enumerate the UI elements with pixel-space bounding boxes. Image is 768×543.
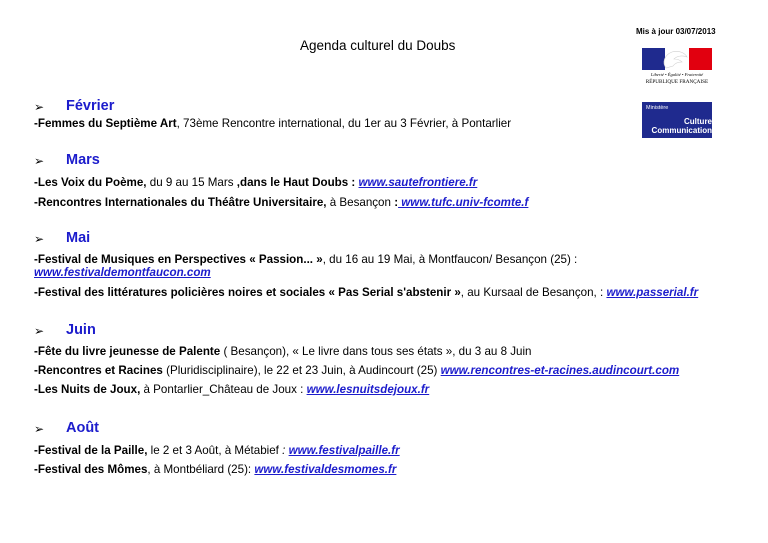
page-title: Agenda culturel du Doubs: [300, 38, 456, 53]
event-line: [34, 345, 532, 358]
event-details: (Pluridisciplinaire), le 22 et 23 Juin, à Audincourt (25): [162, 364, 441, 377]
rf-motto: Liberté • Égalité • Fraternité: [650, 72, 704, 77]
event-name: -Festival de Musiques en Perspectives « Passion... »: [34, 253, 323, 266]
event-name: -Festival des Mômes: [34, 463, 148, 476]
arrowhead-bullet-icon: ➢: [34, 324, 45, 338]
month-heading-aout: Août: [66, 420, 100, 436]
event-separator: :: [282, 444, 289, 457]
event-details: , du 16 au 19 Mai, à Montfaucon/ Besançon (25) :: [322, 253, 578, 266]
event-line: [34, 176, 477, 189]
month-heading-juin: Juin: [66, 322, 96, 338]
event-link[interactable]: www.rencontres-et-racines.audincourt.com: [440, 364, 680, 377]
event-details: , à Montbéliard (25):: [147, 463, 255, 476]
republique-francaise-logo: [642, 48, 712, 92]
event-line: [34, 444, 400, 457]
event-name: -Rencontres et Racines: [34, 364, 163, 377]
rf-name: RÉPUBLIQUE FRANÇAISE: [645, 79, 709, 85]
marianne-flag-icon: [642, 48, 712, 70]
event-line: [34, 364, 679, 377]
ministry-line1: Culture: [684, 117, 712, 126]
event-link[interactable]: www.festivalpaille.fr: [288, 444, 400, 457]
event-details: du 9 au 15 Mars: [146, 176, 237, 189]
event-name: -Rencontres Internationales du Théâtre Universitaire,: [34, 196, 327, 209]
event-details: , 73ème Rencontre international, du 1er au 3 Février, à Pontarlier: [176, 117, 512, 130]
event-line: [34, 117, 511, 130]
event-name: -Les Voix du Poème,: [34, 176, 147, 189]
event-line-continued: [34, 266, 211, 279]
event-line: [34, 196, 528, 209]
event-name: -Les Nuits de Joux,: [34, 383, 141, 396]
month-heading-mars: Mars: [66, 152, 100, 168]
event-details-bold: ,dans le Haut Doubs :: [236, 176, 359, 189]
event-name: -Festival de la Paille,: [34, 444, 148, 457]
event-line: [34, 253, 577, 266]
event-details: le 2 et 3 Août, à Métabief: [147, 444, 283, 457]
event-link[interactable]: www.sautefrontiere.fr: [358, 176, 478, 189]
event-line: [34, 463, 396, 476]
event-link[interactable]: www.tufc.univ-fcomte.f: [398, 196, 529, 209]
event-line: [34, 383, 429, 396]
event-details: à Pontarlier_Château de Joux :: [140, 383, 307, 396]
month-heading-mai: Mai: [66, 230, 91, 246]
arrowhead-bullet-icon: ➢: [34, 422, 45, 436]
event-details: à Besançon: [326, 196, 395, 209]
event-link[interactable]: www.passerial.fr: [606, 286, 699, 299]
arrowhead-bullet-icon: ➢: [34, 232, 45, 246]
event-details: ( Besançon), « Le livre dans tous ses états », du 3 au 8 Juin: [220, 345, 532, 358]
month-heading-fevrier: Février: [66, 98, 115, 114]
ministry-line2: Communication: [651, 126, 712, 135]
event-name: -Femmes du Septième Art: [34, 117, 177, 130]
event-line: [34, 286, 698, 299]
arrowhead-bullet-icon: ➢: [34, 100, 45, 114]
event-link[interactable]: www.lesnuitsdejoux.fr: [306, 383, 430, 396]
event-separator: :: [394, 196, 399, 209]
event-link[interactable]: www.festivaldemontfaucon.com: [34, 266, 211, 279]
event-details: , au Kursaal de Besançon, :: [460, 286, 607, 299]
event-link[interactable]: www.festivaldesmomes.fr: [254, 463, 397, 476]
arrowhead-bullet-icon: ➢: [34, 154, 45, 168]
event-name: -Festival des littératures policières noires et sociales « Pas Serial s'abstenir »: [34, 286, 461, 299]
event-name: -Fête du livre jeunesse de Palente: [34, 345, 221, 358]
ministere-culture-logo: [642, 102, 712, 138]
ministry-small-label: Ministère: [646, 105, 669, 111]
updated-date: Mis à jour 03/07/2013: [636, 27, 716, 36]
